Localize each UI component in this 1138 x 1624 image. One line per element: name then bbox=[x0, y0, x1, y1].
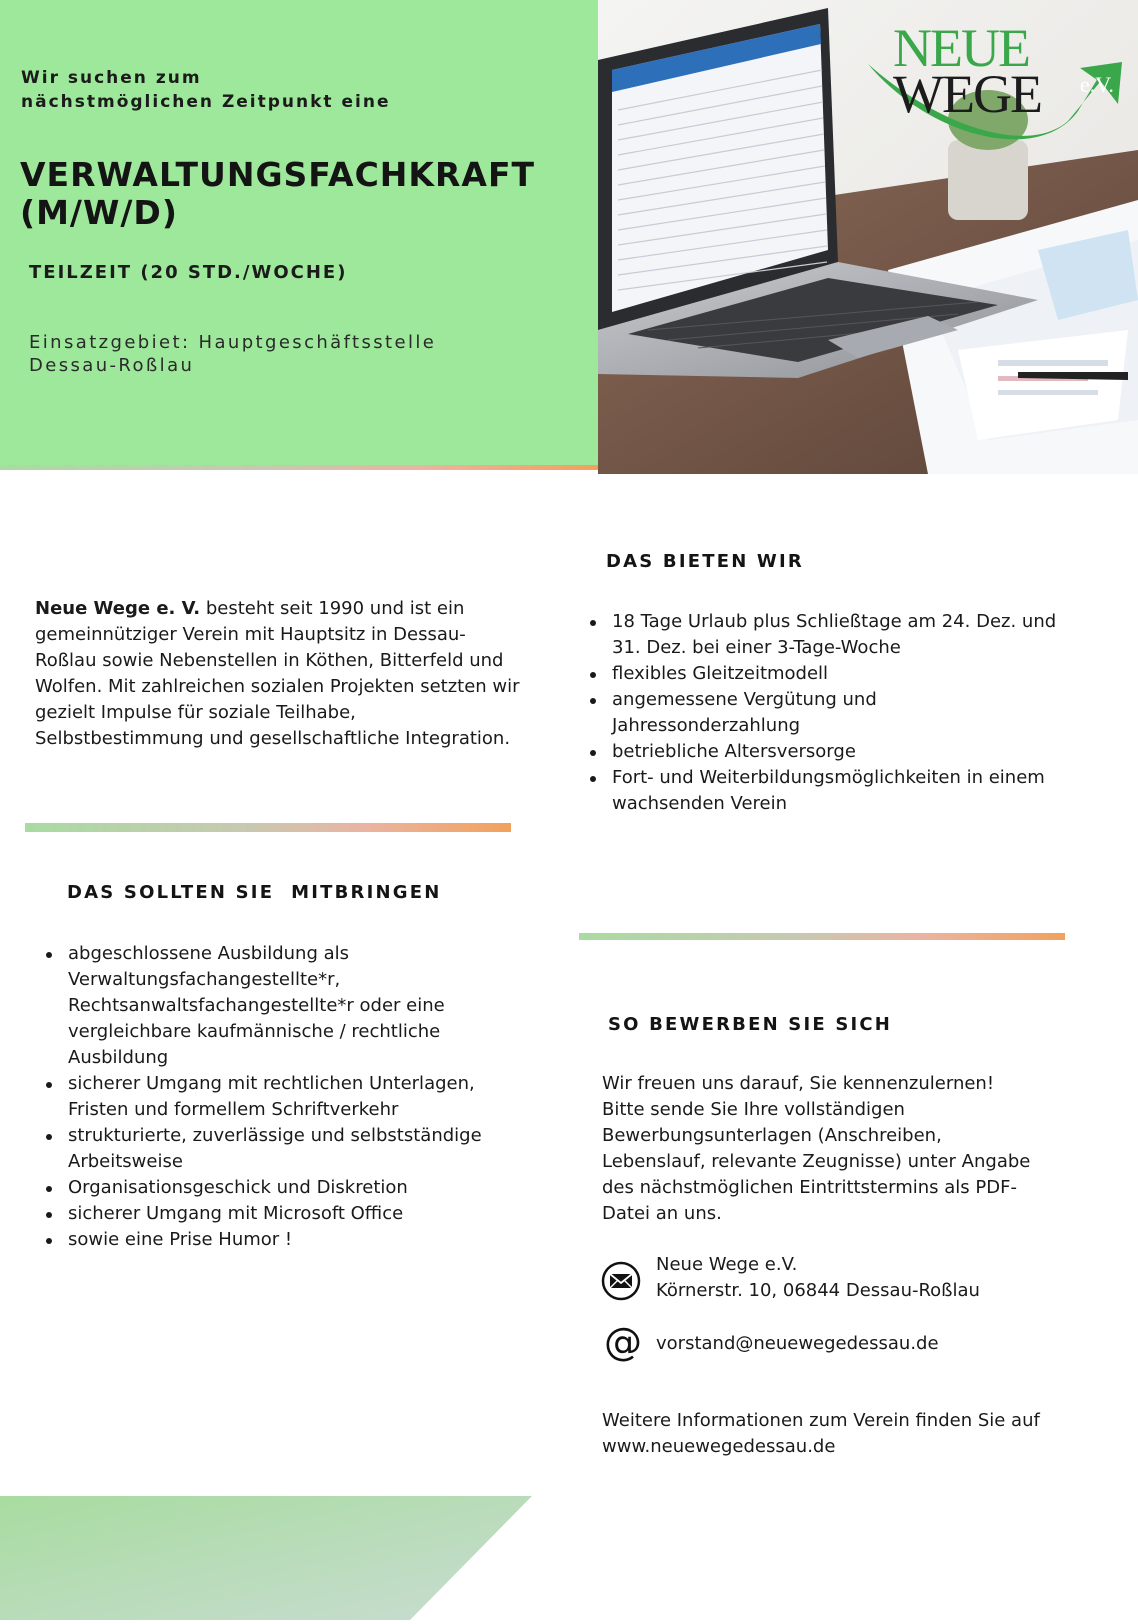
list-item: 18 Tage Urlaub plus Schließtage am 24. Dez. und 31. Dez. bei einer 3-Tage-Woche bbox=[579, 609, 1059, 661]
mail-icon bbox=[601, 1261, 641, 1301]
job-title: VERWALTUNGSFACHKRAFT (M/W/D) bbox=[20, 155, 535, 232]
intro-paragraph bbox=[35, 596, 525, 752]
logo-graphic bbox=[868, 16, 1128, 146]
offer-list bbox=[579, 609, 1059, 817]
apply-heading: SO BEWERBEN SIE SICH bbox=[608, 1014, 893, 1035]
footer-decoration bbox=[0, 1496, 540, 1620]
job-location: Einsatzgebiet: Hauptgeschäftsstelle Dessau-Roßlau bbox=[29, 332, 437, 376]
job-hours: TEILZEIT (20 STD./WOCHE) bbox=[29, 262, 348, 283]
list-item: sicherer Umgang mit Microsoft Office bbox=[35, 1201, 485, 1227]
list-item: Fort- und Weiterbildungsmöglichkeiten in einem wachsenden Verein bbox=[579, 765, 1059, 817]
list-item: Organisationsgeschick und Diskretion bbox=[35, 1175, 485, 1201]
org-name: Neue Wege e. V. bbox=[35, 598, 201, 619]
logo-line1: NEUE bbox=[893, 18, 1029, 78]
postal-address: Neue Wege e.V. Körnerstr. 10, 06844 Dessau-Roßlau bbox=[656, 1254, 980, 1301]
section-divider bbox=[579, 933, 1065, 940]
list-item: betriebliche Altersversorge bbox=[579, 739, 1059, 765]
apply-text: Wir freuen uns darauf, Sie kennenzulernen! Bitte sende Sie Ihre vollständigen Bewerbungsunterlagen (Anschreiben, Lebenslauf, relevante Zeugnisse) unter Angabe des nächstmöglichen Eintrittstermins als PDF-Datei an uns. bbox=[602, 1073, 1031, 1224]
intro-text: besteht seit 1990 und ist ein gemeinnütziger Verein mit Hauptsitz in Dessau-Roßlau sowie Nebenstellen in Köthen, Bitterfeld und Wolfen. Mit zahlreichen sozialen Projekten setzten wir gezielt Impulse für soziale Teilhabe, Selbstbestimmung und gesellschaftliche Integration. bbox=[35, 598, 520, 749]
neue-wege-logo bbox=[868, 16, 1128, 146]
hero-intro: Wir suchen zum nächstmöglichen Zeitpunkt eine bbox=[21, 68, 391, 112]
offer-heading: DAS BIETEN WIR bbox=[606, 551, 804, 572]
at-icon bbox=[603, 1323, 643, 1363]
list-item: sicherer Umgang mit rechtlichen Unterlagen, Fristen und formellem Schriftverkehr bbox=[35, 1071, 485, 1123]
list-item: abgeschlossene Ausbildung als Verwaltungsfachangestellte*r, Rechtsanwaltsfachangestellte*r oder eine vergleichbare kaufmännische / rechtliche Ausbildung bbox=[35, 941, 485, 1071]
list-item: angemessene Vergütung und Jahressonderzahlung bbox=[579, 687, 1059, 739]
email-link[interactable]: vorstand@neuewegedessau.de bbox=[656, 1333, 939, 1354]
logo-line2: WEGE bbox=[893, 64, 1041, 124]
requirements-list bbox=[35, 941, 485, 1253]
list-item: strukturierte, zuverlässige und selbstständige Arbeitsweise bbox=[35, 1123, 485, 1175]
svg-text:@: @ bbox=[604, 1323, 642, 1363]
list-item: sowie eine Prise Humor ! bbox=[35, 1227, 485, 1253]
more-info: Weitere Informationen zum Verein finden Sie auf www.neuewegedessau.de bbox=[602, 1410, 1040, 1457]
logo-suffix: e.V. bbox=[1080, 72, 1114, 97]
hero-divider bbox=[0, 465, 598, 470]
section-divider bbox=[25, 823, 511, 832]
list-item: flexibles Gleitzeitmodell bbox=[579, 661, 1059, 687]
requirements-heading: DAS SOLLTEN SIE MITBRINGEN bbox=[67, 882, 442, 903]
